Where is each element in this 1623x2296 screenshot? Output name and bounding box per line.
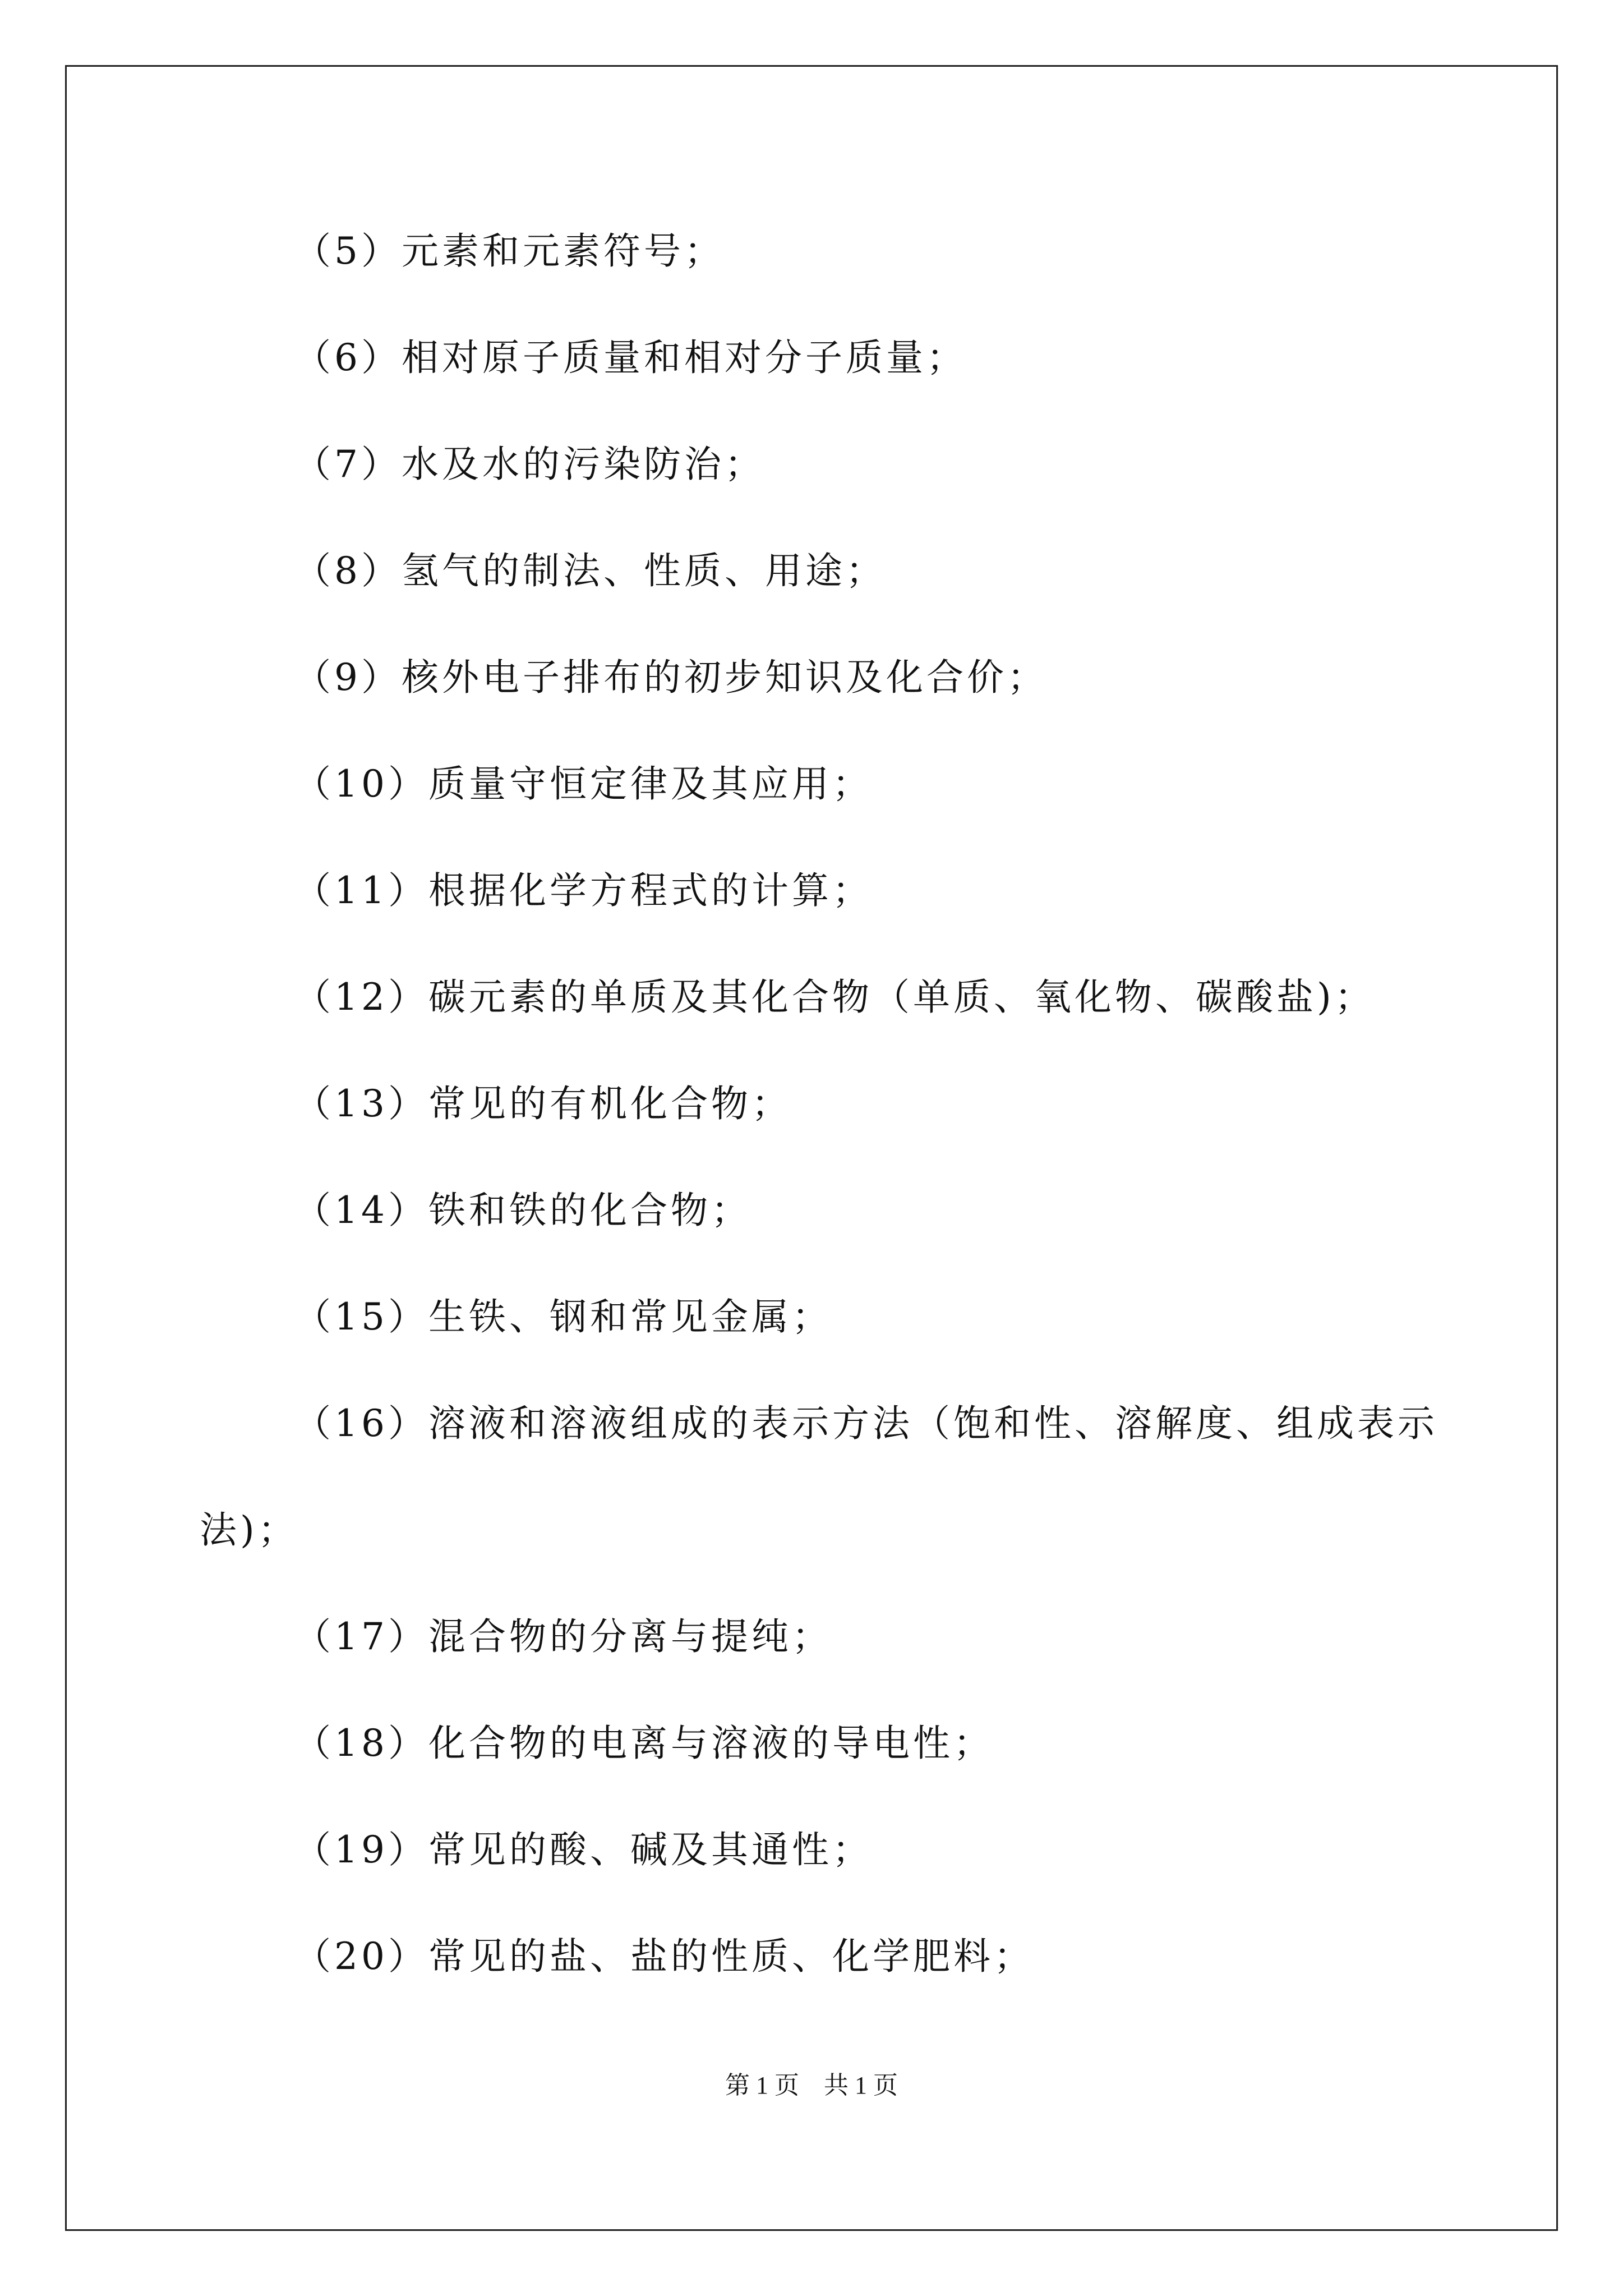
list-item: （7）水及水的污染防治； xyxy=(294,443,765,486)
list-item: （18）化合物的电离与溶液的导电性； xyxy=(294,1722,994,1765)
list-item: （15）生铁、钢和常见金属； xyxy=(294,1295,832,1338)
list-item: （17）混合物的分离与提纯； xyxy=(294,1615,832,1658)
list-item: （12）碳元素的单质及其化合物（单质、氧化物、碳酸盐)； xyxy=(294,976,1375,1019)
list-item: （14）铁和铁的化合物； xyxy=(294,1189,751,1232)
list-item: （8）氢气的制法、性质、用途； xyxy=(294,549,886,592)
page-border xyxy=(65,65,1558,2231)
list-item-continuation: 法)； xyxy=(200,1508,298,1552)
page-number: 第 1 页 共 1 页 xyxy=(725,2072,898,2099)
list-item: （9）核外电子排布的初步知识及化合价； xyxy=(294,656,1048,699)
list-item: （5）元素和元素符号； xyxy=(294,229,725,273)
list-item: （16）溶液和溶液组成的表示方法（饱和性、溶解度、组成表示 xyxy=(294,1402,1438,1445)
list-item: （6）相对原子质量和相对分子质量； xyxy=(294,336,967,379)
list-item: （19）常见的酸、碱及其通性； xyxy=(294,1828,873,1871)
list-item: （10）质量守恒定律及其应用； xyxy=(294,762,873,806)
list-item: （13）常见的有机化合物； xyxy=(294,1082,792,1125)
list-item: （20）常见的盐、盐的性质、化学肥料； xyxy=(294,1935,1034,1978)
list-item: （11）根据化学方程式的计算； xyxy=(294,869,873,912)
